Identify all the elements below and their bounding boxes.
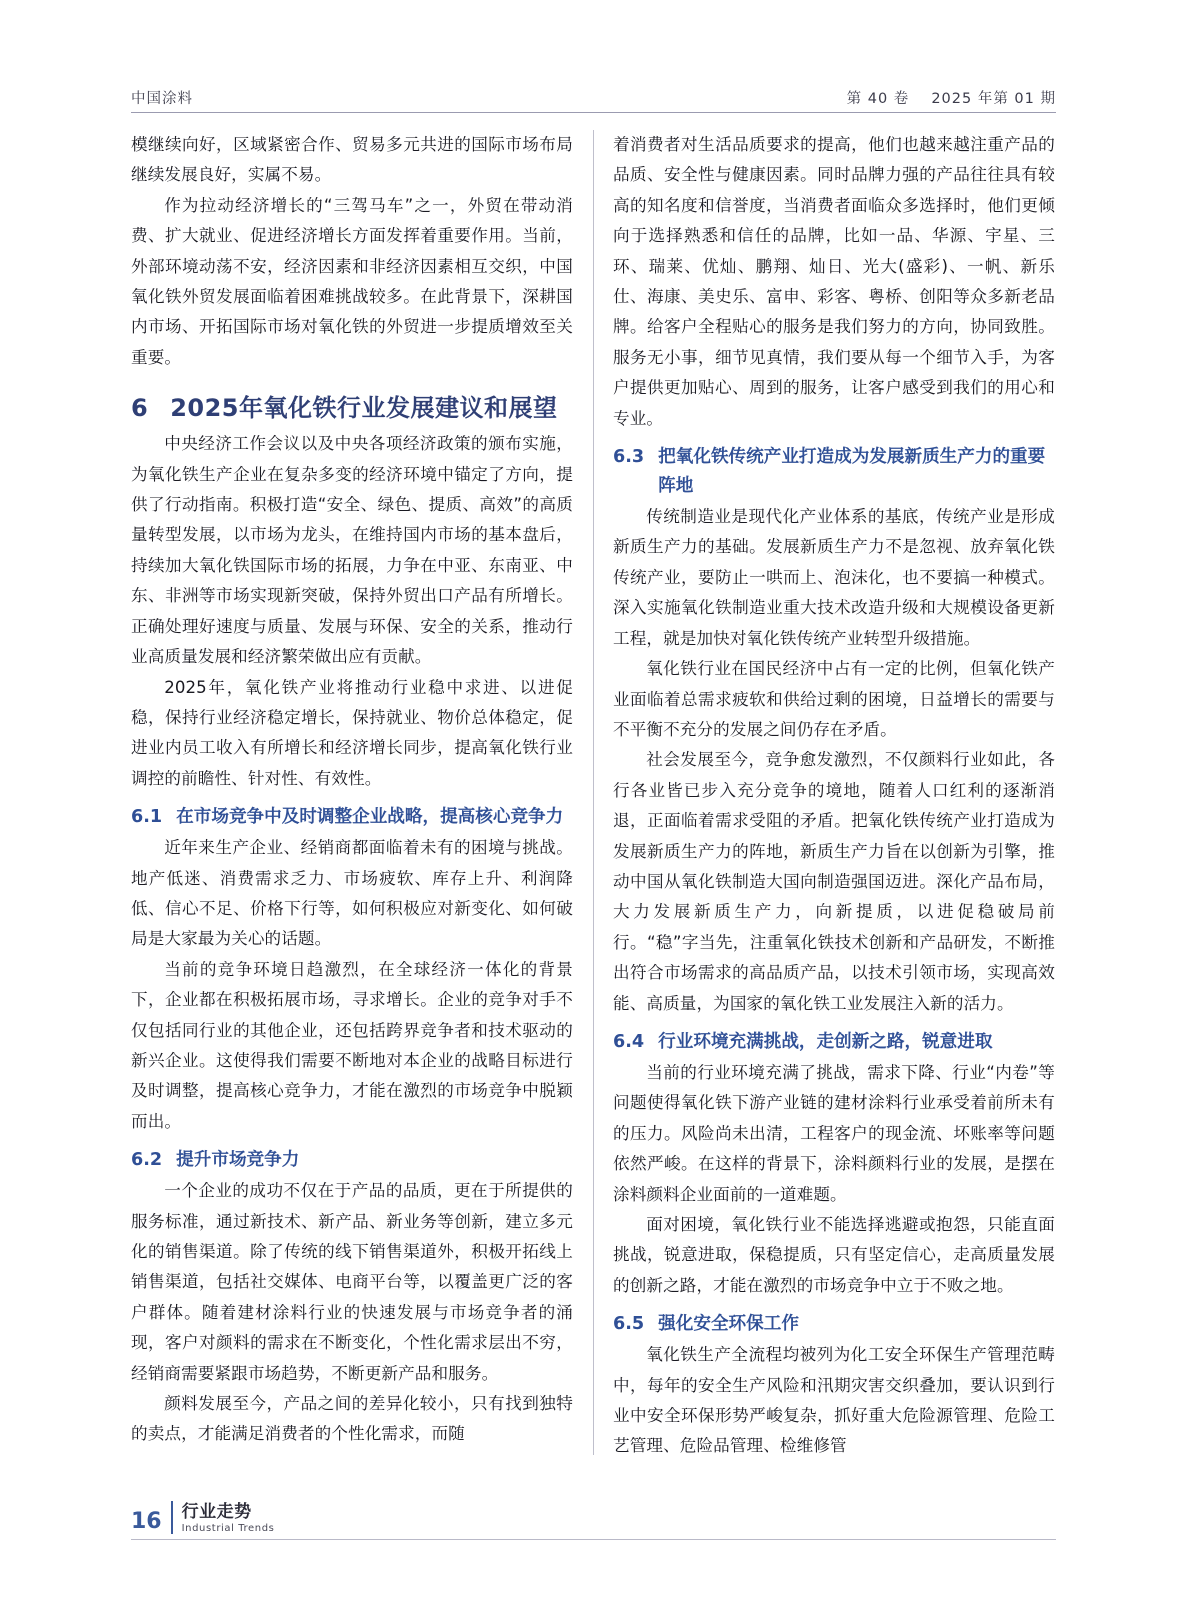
header-divider — [131, 112, 1056, 113]
subsection-heading-6-5 — [613, 1310, 1055, 1339]
running-head — [131, 82, 1056, 108]
paragraph: 社会发展至今，竞争愈发激烈，不仅颜料行业如此，各行各业皆已步入充分竞争的境地，随着人口红利的逐渐消退，正面临着需求受阻的矛盾。把氧化铁传统产业打造成为发展新质生产力的阵地，新质生产力旨在以创新为引擎，推动中国从氧化铁制造大国向制造强国迈进。深化产品布局，大力发展新质生产力，向新提质，以进促稳破局前行。“稳”字当先，注重氧化铁技术创新和产品研发，不断推出符合市场需求的高品质产品，以技术引领市场，实现高效能、高质量，为国家的氧化铁工业发展注入新的活力。 — [613, 750, 1055, 1013]
volume-label: 第 40 卷 — [846, 91, 910, 107]
section-heading — [131, 389, 573, 427]
paragraph: 着消费者对生活品质要求的提高，他们也越来越注重产品的品质、安全性与健康因素。同时品牌力强的产品往往具有较高的知名度和信誉度，当消费者面临众多选择时，他们更倾向于选择熟悉和信任的品牌，比如一品、华源、宇星、三环、瑞莱、优灿、鹏翔、灿日、光大(盛彩)、一帆、新乐仕、海康、美史乐、富申、彩客、粤桥、创阳等众多新老品牌。给客户全程贴心的服务是我们努力的方向，协同致胜。服务无小事，细节见真情，我们要从每一个细节入手，为客户提供更加贴心、周到的服务，让客户感受到我们的用心和专业。 — [613, 135, 1055, 428]
issue-info — [847, 87, 1056, 108]
subsection-heading-6-4 — [613, 1028, 1055, 1057]
right-column — [613, 130, 1055, 1460]
subsection-title: 提升市场竞争力 — [176, 1150, 300, 1171]
issue-label: 2025 年第 01 期 — [931, 91, 1056, 107]
left-column — [131, 130, 573, 1460]
footer-label-cn: 行业走势 — [181, 1501, 252, 1522]
subsection-title: 把氧化铁传统产业打造成为发展新质生产力的重要阵地 — [658, 447, 1046, 497]
paragraph: 模继续向好，区域紧密合作、贸易多元共进的国际市场布局继续发展良好，实属不易。 — [131, 135, 573, 185]
subsection-title: 在市场竞争中及时调整企业战略，提高核心竞争力 — [176, 807, 564, 828]
paragraph: 颜料发展至今，产品之间的差异化较小，只有找到独特的卖点，才能满足消费者的个性化需求，而随 — [131, 1394, 573, 1444]
paragraph: 氧化铁生产全流程均被列为化工安全环保生产管理范畴中，每年的安全生产风险和汛期灾害交织叠加，要认识到行业中安全环保形势严峻复杂，抓好重大危险源管理、危险工艺管理、危险品管理、检维修管 — [613, 1345, 1055, 1456]
paragraph: 面对困境，氧化铁行业不能选择逃避或抱怨，只能直面挑战，锐意进取，保稳提质，只有坚定信心，走高质量发展的创新之路，才能在激烈的市场竞争中立于不败之地。 — [613, 1215, 1055, 1295]
paragraph: 传统制造业是现代化产业体系的基底，传统产业是形成新质生产力的基础。发展新质生产力不是忽视、放弃氧化铁传统产业，要防止一哄而上、泡沫化，也不要搞一种模式。深入实施氧化铁制造业重大技术改造升级和大规模设备更新工程，就是加快对氧化铁传统产业转型升级措施。 — [613, 507, 1055, 648]
paragraph: 中央经济工作会议以及中央各项经济政策的颁布实施，为氧化铁生产企业在复杂多变的经济环境中锚定了方向，提供了行动指南。积极打造“安全、绿色、提质、高效”的高质量转型发展，以市场为龙头，在维持国内市场的基本盘后，持续加大氧化铁国际市场的拓展，力争在中亚、东南亚、中东、非洲等市场实现新突破，保持外贸出口产品有所增长。正确处理好速度与质量、发展与环保、安全的关系，推动行业高质量发展和经济繁荣做出应有贡献。 — [131, 434, 573, 667]
footer-label-en: Industrial Trends — [181, 1522, 275, 1534]
subsection-heading-6-2 — [131, 1146, 573, 1175]
subsection-heading-6-1 — [131, 803, 573, 832]
paragraph: 近年来生产企业、经销商都面临着未有的困境与挑战。地产低迷、消费需求乏力、市场疲软、库存上升、利润降低、信心不足、价格下行等，如何积极应对新变化、如何破局是大家最为关心的话题。 — [131, 838, 573, 949]
subsection-heading-6-3 — [613, 443, 1055, 501]
subsection-number: 6.4 — [613, 1031, 645, 1052]
subsection-number: 6.2 — [131, 1150, 163, 1171]
subsection-number: 6.1 — [131, 807, 163, 828]
page-footer — [131, 1501, 274, 1534]
footer-accent-bar — [171, 1501, 173, 1534]
subsection-title: 行业环境充满挑战，走创新之路，锐意进取 — [658, 1031, 993, 1052]
page-number: 16 — [131, 1509, 162, 1534]
section-title: 2025年氧化铁行业发展建议和展望 — [170, 394, 558, 423]
footer-divider — [131, 1539, 1056, 1540]
paragraph: 氧化铁行业在国民经济中占有一定的比例，但氧化铁产业面临着总需求疲软和供给过剩的困境，日益增长的需要与不平衡不充分的发展之间仍存在矛盾。 — [613, 659, 1055, 739]
subsection-number: 6.3 — [613, 447, 645, 468]
paragraph: 当前的行业环境充满了挑战，需求下降、行业“内卷”等问题使得氧化铁下游产业链的建材涂料行业承受着前所未有的压力。风险尚未出清，工程客户的现金流、坏账率等问题依然严峻。在这样的背景下，涂料颜料行业的发展，是摆在涂料颜料企业面前的一道难题。 — [613, 1062, 1055, 1204]
body-columns — [131, 130, 1056, 1460]
subsection-number: 6.5 — [613, 1314, 645, 1335]
paragraph: 作为拉动经济增长的“三驾马车”之一，外贸在带动消费、扩大就业、促进经济增长方面发挥着重要作用。当前，外部环境动荡不安，经济因素和非经济因素相互交织，中国氧化铁外贸发展面临着困难挑战较多。在此背景下，深耕国内市场、开拓国际市场对氧化铁的外贸进一步提质增效至关重要。 — [131, 195, 573, 367]
section-number: 6 — [131, 394, 149, 423]
footer-section-label — [181, 1501, 275, 1534]
paragraph: 一个企业的成功不仅在于产品的品质，更在于所提供的服务标准，通过新技术、新产品、新业务等创新，建立多元化的销售渠道。除了传统的线下销售渠道外，积极开拓线上销售渠道，包括社交媒体、电商平台等，以覆盖更广泛的客户群体。随着建材涂料行业的快速发展与市场竞争者的涌现，客户对颜料的需求在不断变化，个性化需求层出不穷，经销商需要紧跟市场趋势，不断更新产品和服务。 — [131, 1181, 573, 1383]
paragraph: 2025年，氧化铁产业将推动行业稳中求进、以进促稳，保持行业经济稳定增长，保持就业、物价总体稳定，促进业内员工收入有所增长和经济增长同步，提高氧化铁行业调控的前瞻性、针对性、有效性。 — [131, 677, 573, 788]
journal-name: 中国涂料 — [131, 91, 193, 107]
subsection-title: 强化安全环保工作 — [658, 1314, 799, 1335]
paragraph: 当前的竞争环境日趋激烈，在全球经济一体化的背景下，企业都在积极拓展市场，寻求增长。企业的竞争对手不仅包括同行业的其他企业，还包括跨界竞争者和技术驱动的新兴企业。这使得我们需要不断地对本企业的战略目标进行及时调整，提高核心竞争力，才能在激烈的市场竞争中脱颖而出。 — [131, 959, 573, 1131]
